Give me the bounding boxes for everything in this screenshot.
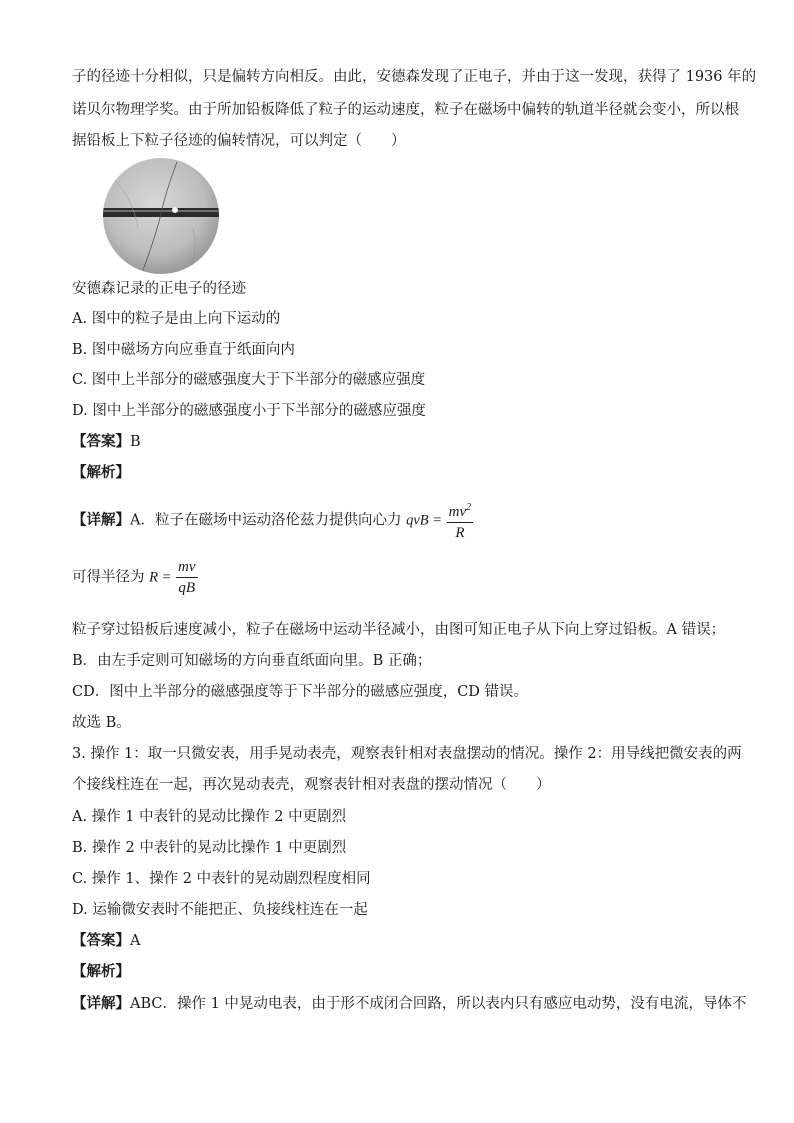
detail-label: 【详解】 bbox=[72, 511, 130, 529]
q2-detail-line-2 bbox=[72, 557, 198, 598]
q3-stem-line-1: 3. 操作 1：取一只微安表，用手晃动表壳，观察表针相对表盘摆动的情况。操作 2：用导线把微安表的两 bbox=[72, 746, 742, 762]
text-line-1: 子的径迹十分相似，只是偏转方向相反。由此，安德森发现了正电子，并由于这一发现，获得了 1936 年的 bbox=[72, 69, 757, 85]
formula-2-fraction bbox=[176, 557, 198, 598]
q3-analysis-label: 【解析】 bbox=[72, 963, 130, 980]
answer-value: A bbox=[130, 933, 141, 949]
formula-2-numerator: mv bbox=[176, 557, 198, 578]
q2-option-c: C. 图中上半部分的磁感强度大于下半部分的磁感应强度 bbox=[72, 372, 426, 388]
detail-text-2: 可得半径为 bbox=[72, 569, 145, 586]
q2-option-d: D. 图中上半部分的磁感强度小于下半部分的磁感应强度 bbox=[72, 403, 426, 419]
text-line-2: 诺贝尔物理学奖。由于所加铅板降低了粒子的运动速度，粒子在磁场中偏转的轨道半径就会变小，所以根 bbox=[72, 102, 739, 118]
detail-label: 【详解】 bbox=[72, 995, 130, 1012]
formula-1-fraction bbox=[447, 498, 474, 543]
q3-option-c: C. 操作 1、操作 2 中表针的晃动剧烈程度相同 bbox=[72, 871, 371, 887]
q3-option-d: D. 运输微安表时不能把正、负接线柱连在一起 bbox=[72, 902, 368, 918]
q2-detail-line-4: B．由左手定则可知磁场的方向垂直纸面向里。B 正确； bbox=[72, 653, 432, 669]
q2-detail-line-6: 故选 B。 bbox=[72, 715, 131, 731]
formula-1-lhs: qvB = bbox=[406, 512, 443, 529]
q3-option-b: B. 操作 2 中表针的晃动比操作 1 中更剧烈 bbox=[72, 840, 347, 856]
formula-2-denominator: qB bbox=[178, 580, 196, 596]
formula-1-exponent: 2 bbox=[466, 502, 472, 513]
q3-option-a: A. 操作 1 中表针的晃动比操作 2 中更剧烈 bbox=[72, 809, 347, 825]
figure-caption: 安德森记录的正电子的径迹 bbox=[72, 281, 246, 297]
formula-1-numerator: mv bbox=[448, 504, 467, 520]
formula-1-denominator: R bbox=[455, 525, 465, 541]
q3-detail bbox=[72, 995, 746, 1013]
formula-2-lhs: R = bbox=[149, 569, 172, 586]
q3-stem-line-2: 个接线柱连在一起，再次晃动表壳，观察表针相对表盘的摆动情况（ ） bbox=[72, 777, 551, 793]
q2-answer bbox=[72, 433, 141, 451]
q2-option-a: A. 图中的粒子是由上向下运动的 bbox=[72, 311, 281, 327]
q2-detail-line-5: CD．图中上半部分的磁感强度等于下半部分的磁感应强度，CD 错误。 bbox=[72, 684, 529, 700]
text-line-3: 据铅板上下粒子径迹的偏转情况，可以判定（ ） bbox=[72, 133, 406, 149]
q2-option-b: B. 图中磁场方向应垂直于纸面向内 bbox=[72, 342, 295, 358]
q2-detail-line-3: 粒子穿过铅板后速度减小，粒子在磁场中运动半径减小，由图可知正电子从下向上穿过铅板。A 错误； bbox=[72, 622, 726, 638]
positron-track-photo bbox=[103, 158, 219, 274]
answer-label: 【答案】 bbox=[72, 433, 130, 450]
detail-text: A．粒子在磁场中运动洛伦兹力提供向心力 bbox=[130, 512, 402, 529]
q2-detail-line-1 bbox=[72, 498, 473, 543]
answer-label: 【答案】 bbox=[72, 932, 130, 949]
detail-text: ABC．操作 1 中晃动电表，由于形不成闭合回路，所以表内只有感应电动势，没有电流，导体不 bbox=[130, 996, 747, 1012]
q2-analysis-label: 【解析】 bbox=[72, 464, 130, 481]
answer-value: B bbox=[130, 434, 141, 450]
q3-answer bbox=[72, 932, 140, 950]
